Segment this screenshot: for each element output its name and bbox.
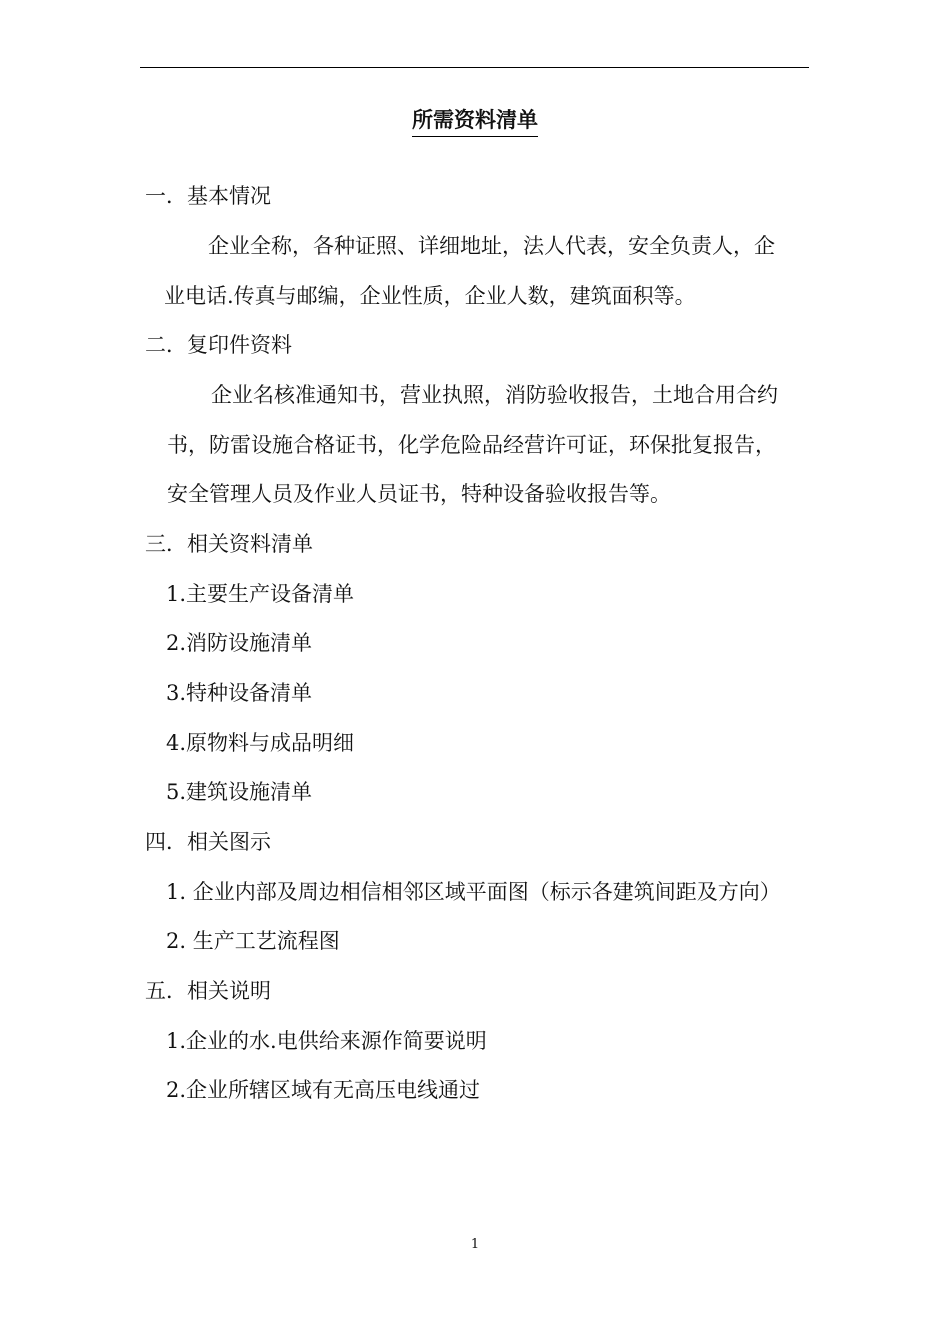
list-item: 2.消防设施清单 xyxy=(166,631,313,655)
list-item: 5.建筑设施清单 xyxy=(166,780,313,804)
section-heading-diagrams: 四．相关图示 xyxy=(145,830,271,854)
section-paragraph-line: 安全管理人员及作业人员证书，特种设备验收报告等。 xyxy=(167,482,671,506)
section-heading-notes: 五．相关说明 xyxy=(145,979,271,1003)
section-paragraph-line: 业电话.传真与邮编，企业性质，企业人数，建筑面积等。 xyxy=(164,284,696,308)
list-item: 1. 企业内部及周边相信相邻区域平面图（标示各建筑间距及方向） xyxy=(166,880,781,904)
list-item: 1.企业的水.电供给来源作简要说明 xyxy=(166,1029,487,1053)
section-heading-related-lists: 三．相关资料清单 xyxy=(145,532,313,556)
list-item: 1.主要生产设备清单 xyxy=(166,582,355,606)
page-number: 1 xyxy=(470,1237,480,1252)
list-item: 4.原物料与成品明细 xyxy=(166,731,355,755)
section-heading-copies: 二．复印件资料 xyxy=(145,333,292,357)
list-item: 2. 生产工艺流程图 xyxy=(166,929,340,953)
section-paragraph-line: 企业全称，各种证照、详细地址，法人代表，安全负责人，企 xyxy=(208,234,775,258)
section-heading-basic-info: 一．基本情况 xyxy=(145,184,271,208)
section-paragraph-line: 企业名核准通知书，营业执照，消防验收报告，土地合用合约 xyxy=(211,383,778,407)
list-item: 3.特种设备清单 xyxy=(166,681,313,705)
document-title xyxy=(0,105,950,137)
section-paragraph-line: 书，防雷设施合格证书，化学危险品经营许可证，环保批复报告， xyxy=(167,433,776,457)
header-rule xyxy=(140,67,809,68)
list-item: 2.企业所辖区域有无高压电线通过 xyxy=(166,1078,481,1102)
document-title-text: 所需资料清单 xyxy=(412,105,538,137)
